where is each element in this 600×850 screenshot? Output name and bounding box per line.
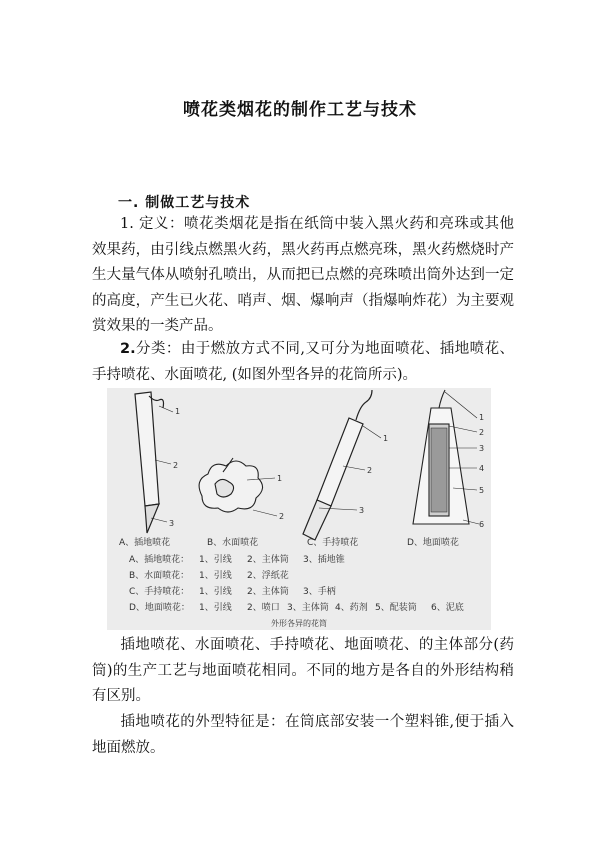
legend-b-item: 1、引线 xyxy=(199,571,232,581)
callout-a-1: 1 xyxy=(175,407,181,416)
classification-number: 2. xyxy=(120,341,136,357)
legend-d-item: 1、引线 xyxy=(199,603,232,613)
stake-fountain-paragraph xyxy=(92,710,514,761)
classification-text: 分类：由于燃放方式不同,又可分为地面喷花、插地喷花、手持喷花、水面喷花, (如图外型各异的花筒所示)。 xyxy=(92,341,514,383)
callout-d-4: 4 xyxy=(479,464,485,473)
fireworks-figure xyxy=(107,388,491,630)
legend-a-item: 1、引线 xyxy=(199,555,232,565)
legend-c-item: 3、手柄 xyxy=(303,587,336,597)
legend-a-item: 3、插地锥 xyxy=(303,555,345,565)
legend-d-item: 4、药剂 xyxy=(335,603,368,613)
legend-a-name: A、插地喷花： xyxy=(129,555,190,565)
callout-d-1: 1 xyxy=(479,413,485,422)
structure-paragraph xyxy=(92,633,514,710)
document-title: 喷花类烟花的制作工艺与技术 xyxy=(183,100,417,120)
label-a: A、插地喷花 xyxy=(119,538,171,548)
callout-a-2: 2 xyxy=(173,461,179,470)
legend-c-name: C、手持喷花： xyxy=(129,587,190,597)
figure-b-drawing xyxy=(199,458,277,516)
legend-d-item: 5、配装筒 xyxy=(375,603,417,613)
callout-d-6: 6 xyxy=(479,520,485,529)
legend-b-name: B、水面喷花： xyxy=(129,571,190,581)
callout-c-3: 3 xyxy=(359,506,365,515)
section-heading: 一. 制做工艺与技术 xyxy=(118,195,251,211)
definition-paragraph xyxy=(92,212,514,340)
callout-d-3: 3 xyxy=(479,444,485,453)
figure-caption: 外形各异的花筒 xyxy=(271,619,327,628)
label-c: C、手持喷花 xyxy=(307,538,359,548)
legend-a-item: 2、主体筒 xyxy=(247,555,289,565)
callout-d-5: 5 xyxy=(479,486,485,495)
legend-d-item: 2、喷口 xyxy=(247,603,280,613)
legend-b-item: 2、浮纸花 xyxy=(247,571,289,581)
structure-text: 插地喷花、水面喷花、手持喷花、地面喷花、的主体部分(药筒)的生产工艺与地面喷花相同。不同的地方是各自的外形结构稍有区别。 xyxy=(92,637,514,704)
callout-a-3: 3 xyxy=(169,519,175,528)
stake-fountain-text: 插地喷花的外型特征是：在筒底部安装一个塑料锥,便于插入地面燃放。 xyxy=(92,714,514,756)
legend-c-item: 1、引线 xyxy=(199,587,232,597)
callout-b-2: 2 xyxy=(279,512,285,521)
legend-d-item: 6、泥底 xyxy=(431,603,464,613)
definition-text: 1. 定义：喷花类烟花是指在纸筒中装入黑火药和亮珠或其他效果药，由引线点燃黑火药，黑火药再点燃亮珠，黑火药燃烧时产生大量气体从喷射孔喷出，从而把已点燃的亮珠喷出筒外达到一定的高度，产生已火花、哨声、烟、爆响声（指爆响炸花）为主要观赏效果的一类产品。 xyxy=(92,216,514,334)
legend-d-item: 3、主体筒 xyxy=(287,603,329,613)
callout-c-1: 1 xyxy=(383,434,389,443)
callout-c-2: 2 xyxy=(367,466,373,475)
callout-b-1: 1 xyxy=(277,474,283,483)
callout-d-2: 2 xyxy=(479,428,485,437)
figure-a-drawing xyxy=(135,392,173,533)
figure-d-drawing xyxy=(413,390,479,524)
classification-paragraph xyxy=(92,337,514,388)
legend-c-item: 2、主体筒 xyxy=(247,587,289,597)
figure-c-drawing xyxy=(303,390,381,540)
legend-d-name: D、地面喷花： xyxy=(129,603,190,613)
label-d: D、地面喷花 xyxy=(407,538,459,548)
label-b: B、水面喷花 xyxy=(207,538,259,548)
